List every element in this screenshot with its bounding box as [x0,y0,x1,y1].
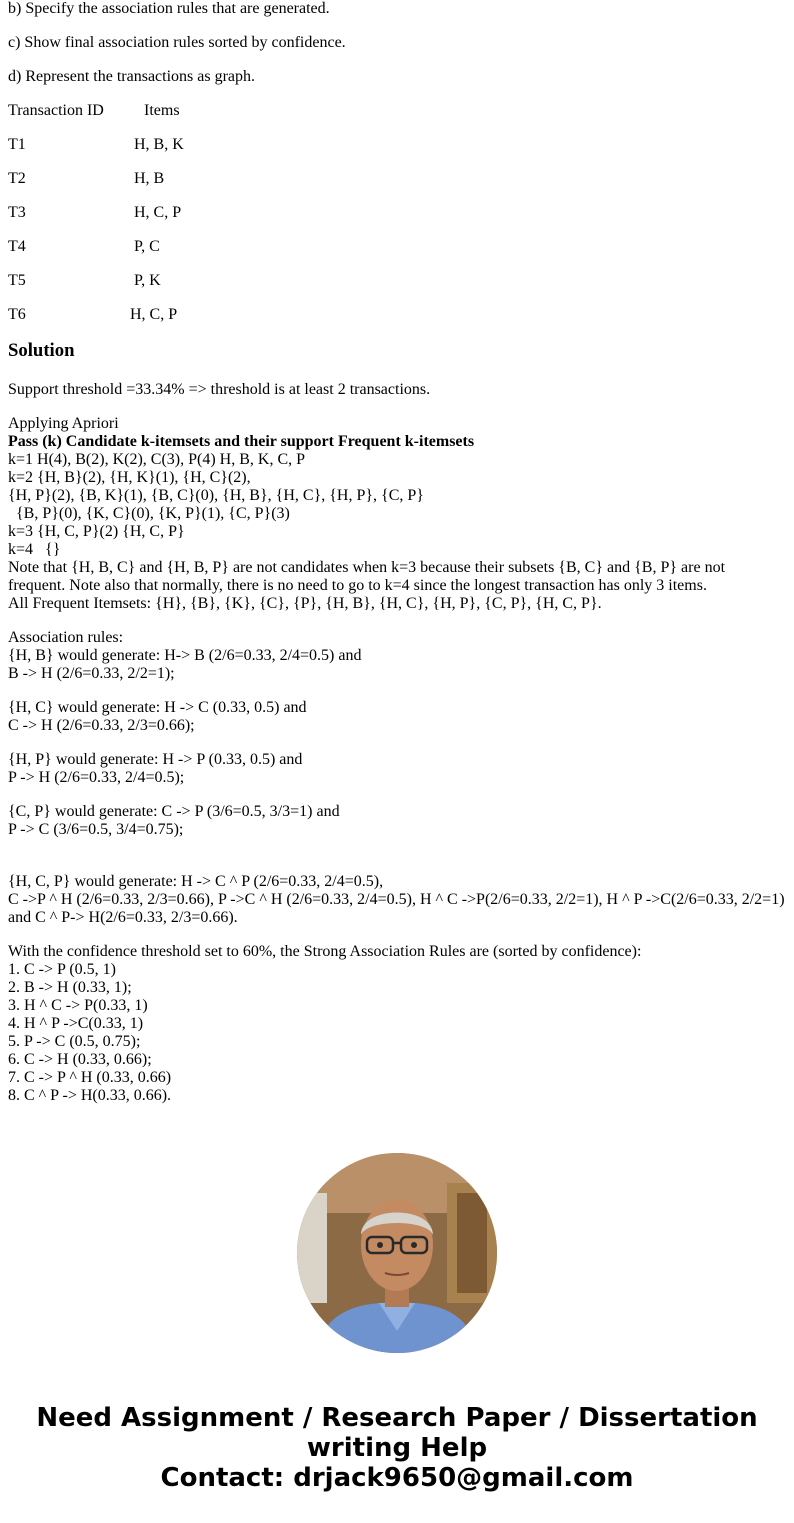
footer-line-2: writing Help [306,1433,488,1463]
rule-line: P -> C (3/6=0.5, 3/4=0.75); [8,821,184,838]
strong-rule: 2. B -> H (0.33, 1); [8,979,132,996]
question-c: c) Show final association rules sorted by confidence. [8,34,346,51]
transaction-id: T1 [8,136,26,153]
strong-rule: 8. C ^ P -> H(0.33, 0.66). [8,1087,172,1104]
header-transaction-id: Transaction ID [8,102,104,119]
strong-rule: 6. C -> H (0.33, 0.66); [8,1051,152,1068]
transactions-header [8,102,788,120]
promo-footer [0,1403,794,1493]
transaction-items: H, C, P [130,306,178,323]
strong-rule: 4. H ^ P ->C(0.33, 1) [8,1015,144,1032]
hcp-rule-line: and C ^ P-> H(2/6=0.33, 2/3=0.66). [8,909,238,926]
association-rules-heading: Association rules: [8,629,124,646]
apriori-pass: k=2 {H, B}(2), {H, K}(1), {H, C}(2), [8,469,251,486]
rule-line: B -> H (2/6=0.33, 2/2=1); [8,665,175,682]
solution-heading: Solution [8,340,75,361]
transaction-items: H, B, K [134,136,184,153]
transaction-items: P, C [134,238,160,255]
transaction-id: T3 [8,204,26,221]
rule-line: {H, C} would generate: H -> C (0.33, 0.5) and [8,699,307,716]
rule-line: {H, P} would generate: H -> P (0.33, 0.5) and [8,751,303,768]
transaction-items: P, K [134,272,161,289]
transaction-row [8,306,788,324]
question-b: b) Specify the association rules that are generated. [8,0,330,17]
transaction-id: T4 [8,238,26,255]
apriori-pass: k=1 H(4), B(2), K(2), C(3), P(4) H, B, K, C, P [8,451,306,468]
strong-rule: 1. C -> P (0.5, 1) [8,961,116,978]
footer-line-1: Need Assignment / Research Paper / Dissertation [36,1403,758,1433]
question-d: d) Represent the transactions as graph. [8,68,256,85]
transaction-id: T2 [8,170,26,187]
strong-rule: 7. C -> P ^ H (0.33, 0.66) [8,1069,172,1086]
author-photo-illustration [297,1153,497,1353]
apriori-pass: k=4 {} [8,541,61,558]
strong-rule: 3. H ^ C -> P(0.33, 1) [8,997,148,1014]
apriori-pass: k=3 {H, C, P}(2) {H, C, P} [8,523,185,540]
strong-rule: 5. P -> C (0.5, 0.75); [8,1033,141,1050]
transaction-row [8,170,788,188]
rule-line: {C, P} would generate: C -> P (3/6=0.5, 3/3=1) and [8,803,340,820]
rule-line: P -> H (2/6=0.33, 2/4=0.5); [8,769,185,786]
transaction-row [8,204,788,222]
transaction-row [8,238,788,256]
transaction-items: H, C, P [134,204,182,221]
strong-rules-intro: With the confidence threshold set to 60%, the Strong Association Rules are (sorted by confidence): [8,943,642,960]
frequent-itemsets: All Frequent Itemsets: {H}, {B}, {K}, {C}, {P}, {H, B}, {H, C}, {H, P}, {C, P}, {H, C, P}. [8,595,602,612]
transaction-row [8,136,788,154]
footer-contact: Contact: drjack9650@gmail.com [160,1463,634,1493]
transaction-items: H, B [134,170,165,187]
candidate-note: Note that {H, B, C} and {H, B, P} are not candidates when k=3 because their subsets {B, C} and {B, P} are not frequent. Note also that normally, there is no need to go to k=4 since the longest transaction has only 3 items. [8,559,726,594]
rule-line: C -> H (2/6=0.33, 2/3=0.66); [8,717,195,734]
applying-apriori: Applying Apriori [8,415,119,432]
transaction-id: T6 [8,306,26,323]
apriori-pass: {B, P}(0), {K, C}(0), {K, P}(1), {C, P}(3) [8,505,290,522]
rule-line: {H, B} would generate: H-> B (2/6=0.33, 2/4=0.5) and [8,647,362,664]
author-photo [297,1153,497,1353]
transaction-id: T5 [8,272,26,289]
support-threshold: Support threshold =33.34% => threshold is at least 2 transactions. [8,381,431,398]
transaction-row [8,272,788,290]
hcp-rule-line: C ->P ^ H (2/6=0.33, 2/3=0.66), P ->C ^ H (2/6=0.33, 2/4=0.5), H ^ C ->P(2/6=0.33, 2/2=1), H ^ P ->C(2/6=0.33, 2/2=1) [8,891,785,908]
apriori-pass: {H, P}(2), {B, K}(1), {B, C}(0), {H, B}, {H, C}, {H, P}, {C, P} [8,487,424,504]
header-items: Items [144,102,180,119]
apriori-table-header: Pass (k) Candidate k-itemsets and their support Frequent k-itemsets [8,433,475,450]
hcp-rule-line: {H, C, P} would generate: H -> C ^ P (2/6=0.33, 2/4=0.5), [8,873,384,890]
document-body [8,0,788,1105]
